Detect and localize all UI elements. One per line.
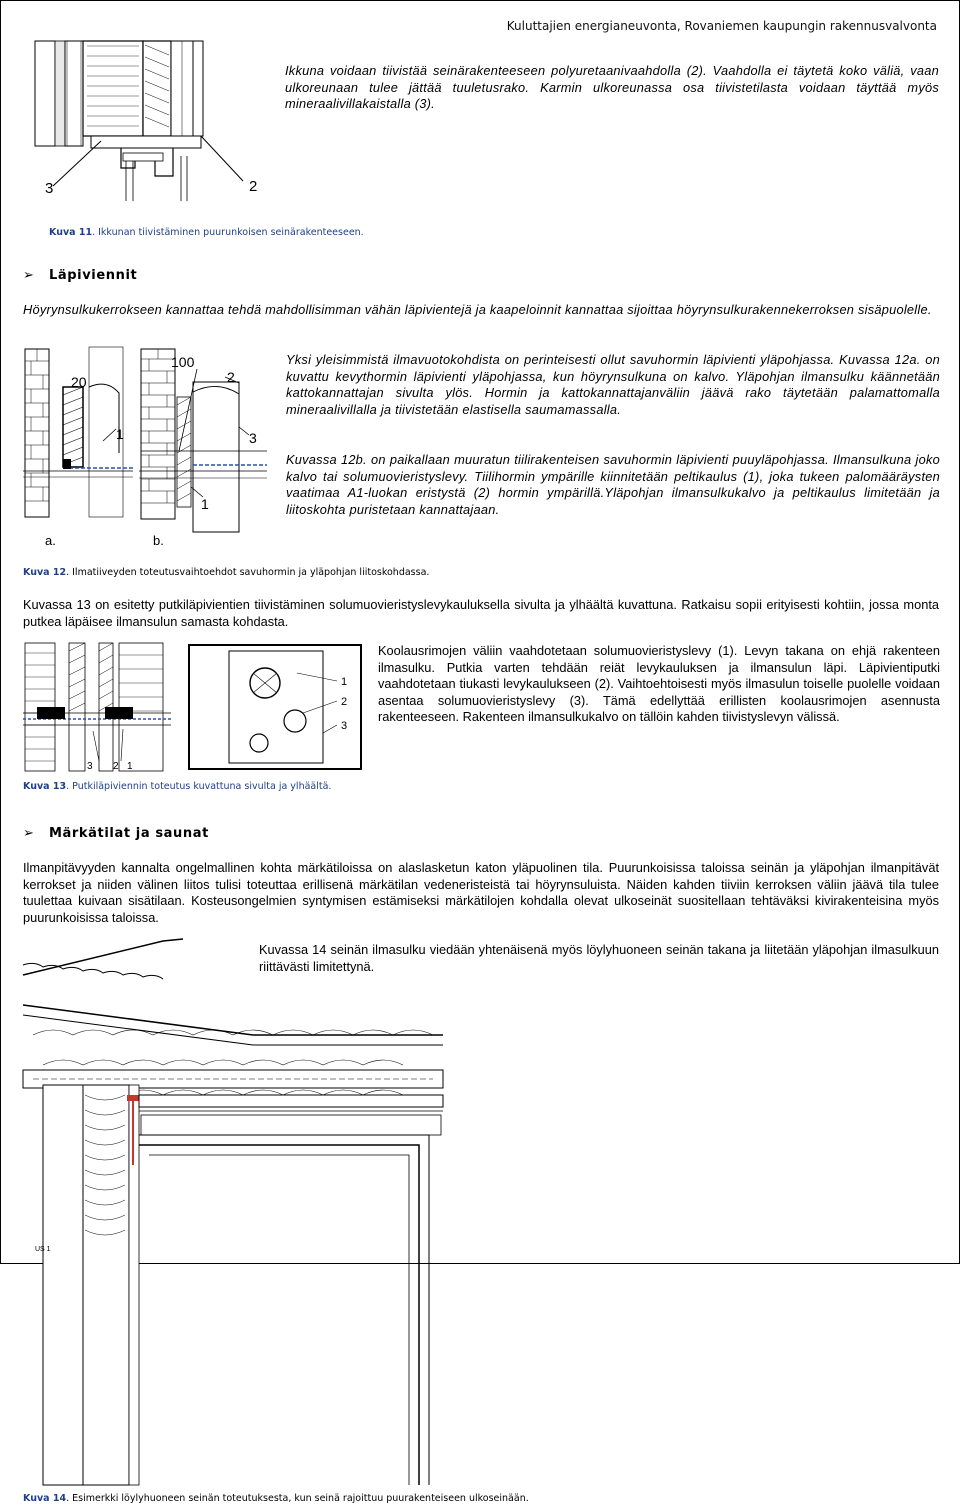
fig13-intro: Kuvassa 13 on esitetty putkiläpivientien tiivistäminen solumuovieristyslevykauluksella sivulta ja ylhäältä kuvattuna. Ratkaisu sopii erityisesti kohtiin, jossa monta putkea läpäisee ilmansulun samasta kohdasta. bbox=[23, 597, 939, 629]
fig13-caption-prefix: Kuva 13 bbox=[23, 781, 67, 792]
arrow-bullet-icon: ➢ bbox=[23, 826, 35, 841]
fig13-side-num-2: 2 bbox=[113, 761, 119, 772]
figure-11-window-drawing bbox=[31, 41, 276, 201]
section-heading-markatilat bbox=[23, 826, 209, 841]
figure-13-side-view bbox=[23, 641, 171, 776]
fig11-caption bbox=[49, 227, 364, 239]
section-heading-lapiviennit bbox=[23, 268, 137, 283]
fig13-caption-text: . Putkiläpiviennin toteutus kuvattuna sivulta ja ylhäältä. bbox=[66, 781, 332, 792]
fig13-caption bbox=[23, 781, 331, 793]
fig11-caption-prefix: Kuva 11 bbox=[49, 227, 93, 238]
fig12-caption-prefix: Kuva 12 bbox=[23, 567, 67, 578]
fig12b-dim-100: 100 bbox=[171, 354, 195, 370]
fig12-caption-text: . Ilmatiiveyden toteutusvaihtoehdot savuhormin ja yläpohjan liitoskohdassa. bbox=[66, 567, 430, 578]
fig13-side-num-1: 1 bbox=[127, 761, 133, 772]
figure-12a-drawing bbox=[23, 347, 133, 522]
fig14-caption-prefix: Kuva 14 bbox=[23, 1493, 67, 1504]
markatilat-paragraph: Ilmanpitävyyden kannalta ongelmallinen kohta märkätiloissa on alaslasketun katon yläpuolinen tila. Puurunkoisissa taloissa seinän ja yläpohjan ilmanpitävät kerrokset ja niiden välinen liitos tulisi toteuttaa erillisenä märkätilan vedeneristeistä tai höyrynsuluista. Näiden kahden tiiviin kerroksen väliin jäävä tila tulee tuulettaa kuivaan sisätilaan. Kosteusongelmien syntymisen estämiseksi märkätilojen kohdalla olevat ulkoseinät suositellaan tehtäväksi kivirakenteisina myös puurunkoisissa taloissa. bbox=[23, 860, 939, 925]
arrow-bullet-icon: ➢ bbox=[23, 268, 35, 283]
fig12b-num-2: 2 bbox=[227, 369, 235, 385]
fig12b-num-1: 1 bbox=[201, 496, 209, 512]
fig12-text-p1: Yksi yleisimmistä ilmavuotokohdista on perinteisesti ollut savuhormin läpivienti yläpohjassa. Kuvassa 12a. on kuvattu kevythormin läpivienti yläpohjassa, kun höyrynsulkuna on kalvo. Yläpohjan ilmansulku käännetään kattokannattajan sivulta ylös. Hormin ja kattokannattajanväliin jäävä rako täytetään palamattomalla mineraalivillalla ja tiivistetään elastisella saumamassalla. bbox=[286, 352, 940, 417]
figure-12b-drawing bbox=[139, 347, 267, 522]
fig12-caption bbox=[23, 567, 429, 579]
figure-13-top-view bbox=[187, 643, 365, 773]
fig12-label-a: a. bbox=[45, 533, 56, 548]
fig11-label-3: 3 bbox=[45, 180, 54, 197]
fig13-side-num-3: 3 bbox=[87, 761, 93, 772]
figure-14-sauna-drawing bbox=[23, 935, 443, 1487]
fig12b-num-3: 3 bbox=[249, 430, 257, 446]
fig13-top-num-2: 2 bbox=[341, 696, 348, 708]
fig13-side-text: Koolausrimojen väliin vaahdotetaan solumuovieristyslevy (1). Levyn takana on ehjä rakenteen ilmasulku. Putkia varten tehdään reiät levykauluksen ja ilmansulun läpi. Läpivientiputki vaahdotetaan tiukasti levykaulukseen (2). Vaihtoehtoisesti myös ilmasulun toiselle puolelle voidaan asentaa solumuovieristyslevy (3). Tämä edellyttää erillisten koolausrimojen asennusta rakenteeseen. Rakenteen ilmansulkukalvo on tällöin kahden tiivistyslevyn välissä. bbox=[378, 643, 940, 724]
fig12-label-b: b. bbox=[153, 533, 164, 548]
fig14-caption bbox=[23, 1493, 529, 1505]
fig11-paragraph: Ikkuna voidaan tiivistää seinärakenteeseen polyuretaanivaahdolla (2). Vaahdolla ei täytetä koko väliä, vaan ulkoreunaan tulee jättää tuuletusrako. Karmin ulkoreunassa osa tiivistetilasta voidaan täyttää myös mineraalivillakaistalla (3). bbox=[285, 63, 939, 111]
fig14-us-label: US 1 bbox=[35, 1246, 51, 1253]
fig12a-num-1: 1 bbox=[116, 426, 124, 442]
lapiviennit-heading-text: Läpiviennit bbox=[49, 268, 138, 283]
fig14-caption-text: . Esimerkki löylyhuoneen seinän toteutuksesta, kun seinä rajoittuu puurakenteiseen ulkoseinään. bbox=[66, 1493, 529, 1504]
fig13-top-num-1: 1 bbox=[341, 676, 348, 688]
page-header: Kuluttajien energianeuvonta, Rovaniemen kaupungin rakennusvalvonta bbox=[506, 19, 937, 33]
markatilat-heading-text: Märkätilat ja saunat bbox=[49, 826, 209, 841]
fig11-caption-text: . Ikkunan tiivistäminen puurunkoisen seinärakenteeseen. bbox=[92, 227, 364, 238]
fig12a-dim-20: 20 bbox=[71, 374, 87, 390]
lapiviennit-paragraph: Höyrynsulkukerrokseen kannattaa tehdä mahdollisimman vähän läpivientejä ja kaapeloinnit kannattaa sijoittaa höyrynsulkurakennekerroksen sisäpuolelle. bbox=[23, 302, 932, 317]
fig14-text: Kuvassa 14 seinän ilmasulku viedään yhtenäisenä myös löylyhuoneen seinän takana ja liitetään yläpohjan ilmasulkuun riittävästi limitettynä. bbox=[259, 942, 939, 974]
fig13-top-num-3: 3 bbox=[341, 720, 348, 732]
fig12-text-p2: Kuvassa 12b. on paikallaan muuratun tiilirakenteisen savuhormin läpivienti puuyläpohjassa. Ilmansulkuna joko kalvo tai solumuovieristyslevy. Tiilihormin ympärille kiinnitetään peltikaulus (1), joka tukeen palomääräysten vaatimaa A1-luokan eristystä (2) hormin ympärillä.Yläpohjan ilmansulkukalvo ja peltikaulus limitetään ja liitoskohta puristetaan kannattajaan. bbox=[286, 452, 940, 517]
fig11-label-2: 2 bbox=[249, 178, 258, 195]
